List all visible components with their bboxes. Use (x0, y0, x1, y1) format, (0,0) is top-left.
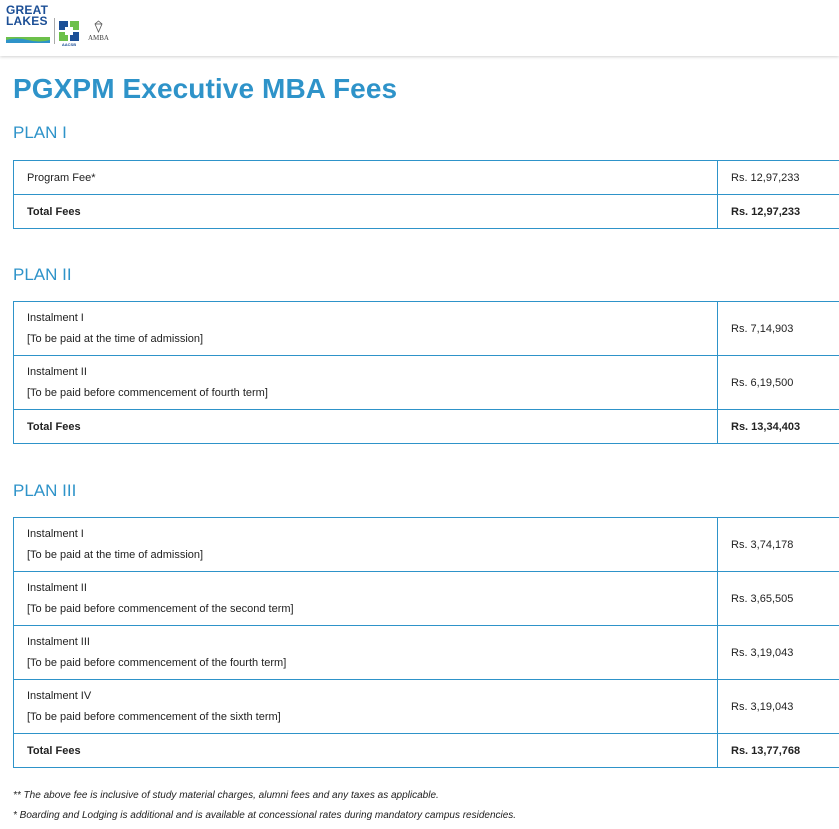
instalment-label: Instalment III (27, 636, 90, 648)
fee-label-cell (14, 626, 718, 680)
table-row (14, 302, 839, 356)
logo-line1: GREAT (6, 3, 49, 17)
total-amount: Rs. 13,34,403 (718, 410, 839, 444)
fee-amount: Rs. 3,74,178 (718, 518, 839, 572)
aacsb-label: AACSB (61, 42, 77, 47)
instalment-label: Instalment I (27, 312, 84, 324)
total-amount: Rs. 12,97,233 (718, 195, 839, 229)
instalment-label: Instalment II (27, 582, 87, 594)
logo-line2: LAKES (6, 14, 48, 28)
fee-amount: Rs. 3,19,043 (718, 680, 839, 734)
table-row (14, 572, 839, 626)
fee-amount: Rs. 7,14,903 (718, 302, 839, 356)
site-header (0, 0, 839, 56)
fee-label-cell (14, 518, 718, 572)
instalment-note: [To be paid at the time of admission] (27, 333, 204, 345)
instalment-note: [To be paid before commencement of the sixth term] (27, 711, 281, 723)
table-row (14, 518, 839, 572)
total-label: Total Fees (14, 410, 718, 444)
instalment-note: [To be paid before commencement of fourth term] (27, 387, 268, 399)
plan-1-table (13, 160, 839, 229)
amba-label: AMBA (87, 34, 109, 42)
fee-amount: Rs. 3,19,043 (718, 626, 839, 680)
logo-wave-icon (6, 30, 50, 36)
instalment-note: [To be paid at the time of admission] (27, 549, 204, 561)
total-label: Total Fees (14, 195, 718, 229)
instalment-label: Instalment II (27, 366, 87, 378)
fee-label-cell (14, 356, 718, 410)
plan-1-heading: PLAN I (13, 123, 67, 142)
total-row (14, 734, 839, 768)
plan-2-heading: PLAN II (13, 265, 72, 284)
amba-logo (85, 20, 112, 48)
fee-label-cell (14, 572, 718, 626)
instalment-label: Instalment IV (27, 690, 92, 702)
fee-amount: Rs. 12,97,233 (718, 161, 839, 195)
plan-3-heading: PLAN III (13, 481, 77, 500)
logo-divider (54, 18, 55, 44)
table-row (14, 356, 839, 410)
table-row (14, 680, 839, 734)
aacsb-logo (59, 21, 79, 48)
table-row (14, 161, 839, 195)
footnote-fee-inclusion: ** The above fee is inclusive of study material charges, alumni fees and any taxes as applicable. (13, 790, 439, 801)
instalment-note: [To be paid before commencement of the second term] (27, 603, 294, 615)
instalment-label: Instalment I (27, 528, 84, 540)
fee-amount: Rs. 6,19,500 (718, 356, 839, 410)
total-label: Total Fees (14, 734, 718, 768)
footnote-boarding: * Boarding and Lodging is additional and is available at concessional rates during mandatory campus residencies. (13, 810, 517, 821)
total-row (14, 410, 839, 444)
fee-label-cell (14, 302, 718, 356)
total-row (14, 195, 839, 229)
fee-amount: Rs. 3,65,505 (718, 572, 839, 626)
plan-3-table (13, 517, 839, 768)
great-lakes-logo[interactable] (6, 5, 52, 44)
plan-2-table (13, 301, 839, 444)
instalment-note: [To be paid before commencement of the fourth term] (27, 657, 287, 669)
table-row (14, 626, 839, 680)
fee-label: Program Fee* (14, 161, 718, 195)
page-title: PGXPM Executive MBA Fees (13, 73, 398, 104)
fee-label-cell (14, 680, 718, 734)
total-amount: Rs. 13,77,768 (718, 734, 839, 768)
